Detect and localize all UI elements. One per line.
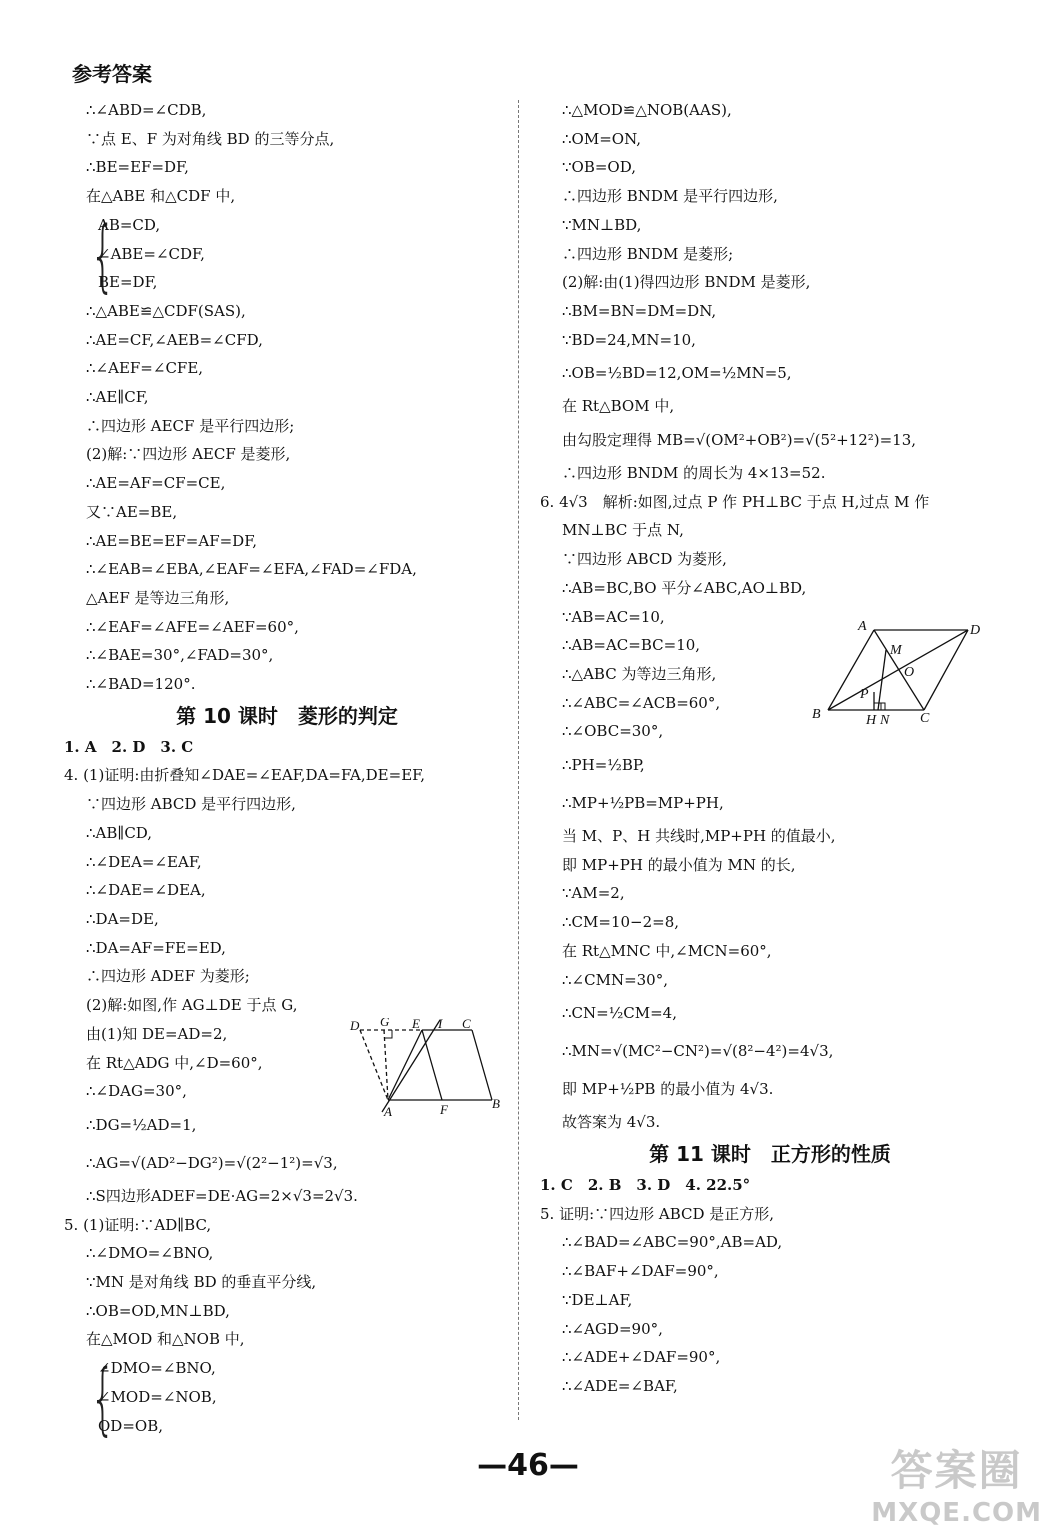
watermark-logo [871,1438,1042,1528]
text-line: ∴MN=√(MC²−CN²)=√(8²−4²)=4√3, [562,1042,834,1061]
text-line: (2)解:∵四边形 AECF 是菱形, [86,445,291,464]
text-line: ∴∠ADE=∠BAF, [562,1376,678,1395]
text-line: ∴∠AGD=90°, [562,1319,663,1338]
text-line: ∴PH=½BP, [562,756,645,775]
text-line: 即 MP+PH 的最小值为 MN 的长, [562,855,796,874]
text-line: 在△MOD 和△NOB 中, [86,1330,245,1349]
text-line: 由(1)知 DE=AD=2, [86,1024,228,1043]
point-label-h: H [866,713,877,726]
text-line: OD=OB, [98,1416,163,1435]
text-line: ∵AB=AC=10, [562,607,665,626]
text-line: ∠MOD=∠NOB, [98,1387,217,1406]
text-line: 在△ABE 和△CDF 中, [86,187,236,206]
point-label-d: D [970,623,981,638]
problem-line: 5. 证明:∵四边形 ABCD 是正方形, [540,1204,775,1223]
text-line: ∴△ABE≌△CDF(SAS), [86,301,246,320]
text-line: ∴∠ABD=∠CDB, [86,101,207,119]
text-line: ∴∠DAE=∠DEA, [86,881,206,900]
text-line: 当 M、P、H 共线时,MP+PH 的值最小, [562,827,836,846]
point-label-p: P [860,687,869,702]
text-line: ∴AE=CF,∠AEB=∠CFD, [86,330,263,349]
text-line: ∵MN⊥BD, [562,215,642,234]
point-label-a: A [384,1104,392,1119]
text-line: ∴DG=½AD=1, [86,1115,197,1134]
text-line: 在 Rt△ADG 中,∠D=60°, [86,1053,263,1072]
text-line: ∴AE=AF=CF=CE, [86,474,226,493]
point-label-n: N [880,713,890,726]
text-line: ∴∠BAD=∠ABC=90°,AB=AD, [562,1233,783,1252]
text-line: ∴BM=BN=DM=DN, [562,301,717,320]
text-line: ∴OB=OD,MN⊥BD, [86,1301,230,1320]
point-label-i: I [438,1018,443,1031]
text-line: 又∵AE=BE, [86,502,178,521]
text-line: 在 Rt△BOM 中, [562,397,675,416]
page-header: 参考答案 [72,62,152,86]
text-line: ∴四边形 ADEF 为菱形; [86,967,250,986]
answer-line: 1. C 2. B 3. D 4. 22.5° [540,1175,751,1194]
point-label-m: M [890,643,902,658]
text-line: ∴DA=DE, [86,909,159,928]
point-label-c: C [920,711,930,726]
right-column [540,96,1000,1401]
text-line: △AEF 是等边三角形, [86,588,230,607]
text-line: ∴∠DAG=30°, [86,1082,187,1101]
text-line: ∴∠BAE=30°,∠FAD=30°, [86,646,274,665]
text-line: ∴四边形 BNDM 的周长为 4×13=52. [562,464,826,483]
text-line: AB=CD, [98,215,161,234]
answer-line: 1. A 2. D 3. C [64,737,194,756]
text-line: ∴∠OBC=30°, [562,722,664,741]
point-label-e: E [412,1018,420,1031]
column-divider [518,100,519,1420]
text-line: ∵OB=OD, [562,158,636,177]
section-title: 第 10 课时 菱形的判定 [176,703,398,728]
point-label-o: O [904,665,915,680]
left-column [64,96,510,1445]
text-line: ∴∠EAB=∠EBA,∠EAF=∠EFA,∠FAD=∠FDA, [86,560,417,579]
text-line: 故答案为 4√3. [562,1113,661,1132]
text-line: ∴BE=EF=DF, [86,158,189,177]
text-line: (2)解:由(1)得四边形 BNDM 是菱形, [562,273,811,292]
figure-rhombus-fold [346,1018,512,1130]
text-line: 即 MP+½PB 的最小值为 4√3. [562,1080,774,1099]
text-line: MN⊥BC 于点 N, [562,521,684,540]
equation-system [64,1354,510,1445]
text-line: ∴CM=10−2=8, [562,913,680,932]
text-line: ∴∠ADE+∠DAF=90°, [562,1348,721,1367]
equation-system [64,210,510,301]
figure-rhombus-abcd [808,614,996,726]
section-title: 第 11 课时 正方形的性质 [649,1141,891,1166]
text-line: 在 Rt△MNC 中,∠MCN=60°, [562,941,772,960]
page-number: —46— [477,1448,579,1483]
text-line: ∴AB=AC=BC=10, [562,636,701,655]
text-line: ∴AE=BE=EF=AF=DF, [86,531,258,550]
text-line: ∴AG=√(AD²−DG²)=√(2²−1²)=√3, [86,1153,338,1172]
problem-line: 5. (1)证明:∵AD∥BC, [64,1215,212,1234]
point-label-b: B [492,1096,500,1111]
problem-line: 6. 4√3 解析:如图,过点 P 作 PH⊥BC 于点 H,过点 M 作 [540,492,930,511]
text-line: ∵四边形 ABCD 是平行四边形, [86,795,296,814]
text-line: ∴OB=½BD=12,OM=½MN=5, [562,364,792,383]
brace-glyph: { [90,210,116,301]
text-line: ∴四边形 AECF 是平行四边形; [86,416,295,435]
text-line: ∴∠DEA=∠EAF, [86,852,202,871]
point-label-f: F [440,1102,448,1117]
text-line: ∴∠BAD=120°. [86,675,196,694]
text-line: ∴∠AEF=∠CFE, [86,359,204,378]
text-line: ∴四边形 BNDM 是平行四边形, [562,187,778,206]
text-line: ∴OM=ON, [562,129,641,148]
text-line: ∴CN=½CM=4, [562,1004,677,1023]
point-label-d: D [350,1018,360,1033]
text-line: ∴AB∥CD, [86,823,153,842]
point-label-a: A [858,619,867,634]
text-line: ∴△MOD≌△NOB(AAS), [562,101,732,119]
text-line: BE=DF, [98,273,158,292]
text-line: ∴∠BAF+∠DAF=90°, [562,1262,719,1281]
text-line: ∴四边形 BNDM 是菱形; [562,244,734,263]
text-line: ∴△ABC 为等边三角形, [562,664,717,683]
text-line: ∴∠ABC=∠ACB=60°, [562,693,721,712]
point-label-c: C [462,1018,471,1031]
text-line: ∴DA=AF=FE=ED, [86,938,226,957]
text-line: ∵四边形 ABCD 为菱形, [562,550,727,569]
brace-glyph: { [90,1354,116,1445]
text-line: ∵DE⊥AF, [562,1290,633,1309]
text-line: ∴MP+½PB=MP+PH, [562,794,724,813]
text-line: ∵点 E、F 为对角线 BD 的三等分点, [86,129,335,148]
watermark-text: 答案圈 [890,1446,1023,1495]
text-line: 由勾股定理得 MB=√(OM²+OB²)=√(5²+12²)=13, [562,431,917,450]
text-line: ∠DMO=∠BNO, [98,1359,216,1378]
text-line: ∴AB=BC,BO 平分∠ABC,AO⊥BD, [562,578,807,597]
watermark-url: MXQE.COM [871,1498,1042,1528]
point-label-g: G [380,1018,390,1029]
text-line: (2)解:如图,作 AG⊥DE 于点 G, [86,996,298,1015]
text-line: ∠ABE=∠CDF, [98,244,205,263]
text-line: ∴∠CMN=30°, [562,970,668,989]
problem-line: 4. (1)证明:由折叠知∠DAE=∠EAF,DA=FA,DE=EF, [64,766,425,785]
point-label-b: B [812,707,821,722]
text-line: ∵MN 是对角线 BD 的垂直平分线, [86,1273,317,1292]
text-line: ∵AM=2, [562,884,625,903]
text-line: ∴∠EAF=∠AFE=∠AEF=60°, [86,617,299,636]
text-line: ∴S四边形ADEF=DE·AG=2×√3=2√3. [86,1186,358,1205]
text-line: ∴∠DMO=∠BNO, [86,1244,214,1263]
text-line: ∵BD=24,MN=10, [562,330,696,349]
text-line: ∴AE∥CF, [86,388,149,407]
